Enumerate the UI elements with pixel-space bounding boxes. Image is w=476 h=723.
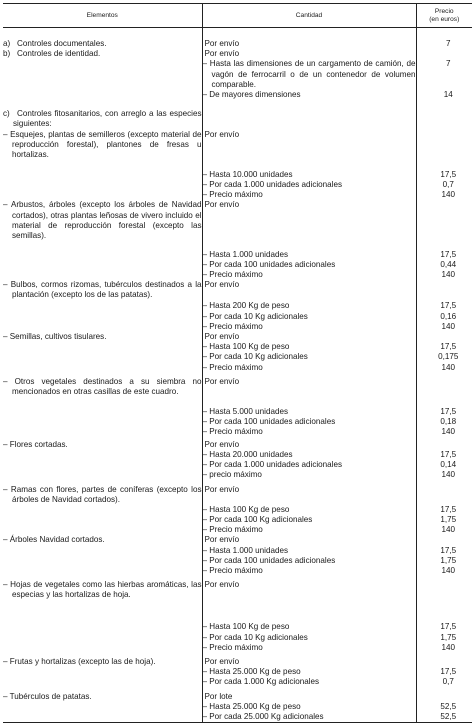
quantity-item: – Hasta 5.000 unidades: [202, 407, 289, 417]
dash-mark: –: [3, 691, 8, 701]
table-row-arboles-navidad: [3, 535, 472, 576]
dash-mark: –: [202, 701, 208, 711]
dash-mark: –: [202, 449, 208, 459]
element-text: – Esquejes, plantas de semilleros (excepto material de reproducción forestal), plantones de fresas u hortalizas.: [3, 129, 202, 160]
table-header-row: [3, 4, 472, 28]
dash-mark: –: [3, 656, 8, 666]
dash-mark: –: [202, 504, 208, 514]
price-value: 140: [441, 565, 455, 575]
price-value: 1,75: [440, 514, 457, 524]
quantity-unit: Por envío: [204, 39, 240, 48]
price-value: 7: [445, 59, 451, 69]
dash-mark: –: [3, 129, 8, 139]
price-value: 17,5: [440, 449, 457, 459]
price-value: 140: [441, 362, 455, 372]
dash-mark: –: [3, 376, 8, 386]
price-value: 140: [441, 321, 455, 331]
dash-mark: –: [202, 677, 208, 687]
quantity-item: – Por cada 100 Kg adicionales: [202, 514, 313, 524]
price-value: 52,5: [440, 711, 457, 721]
quantity-item: – Hasta 10.000 unidades: [202, 169, 293, 179]
quantity-item: – Por cada 1.000 unidades adicionales: [202, 460, 343, 470]
table-row-otros-vegetales: [3, 373, 472, 438]
price-value: 0,44: [440, 259, 457, 269]
dash-mark: –: [202, 460, 208, 470]
dash-mark: –: [202, 470, 208, 480]
price-value: 140: [441, 427, 455, 437]
dash-mark: –: [202, 301, 208, 311]
price-value: 17,5: [440, 667, 457, 677]
element-text: – Árboles Navidad cortados.: [3, 535, 105, 545]
element-text: – Ramas con flores, partes de coníferas (excepto los árboles de Navidad cortados).: [3, 484, 202, 504]
quantity-item: – Por cada 10 Kg adicionales: [202, 311, 308, 321]
price-value: 7: [445, 39, 451, 48]
element-text: – Frutas y hortalizas (excepto las de hoja).: [3, 656, 156, 666]
dash-mark: –: [202, 427, 208, 437]
dash-mark: –: [202, 417, 208, 427]
dash-mark: –: [202, 555, 208, 565]
dash-mark: –: [202, 525, 208, 535]
table-row-hojas-vegetales: [3, 576, 472, 653]
item-letter: b): [3, 49, 11, 59]
price-value: 17,5: [440, 545, 457, 555]
header-precio-line1: Precio: [434, 7, 454, 15]
header-precio: [416, 4, 472, 28]
element-text: – Tubérculos de patatas.: [3, 691, 92, 701]
quantity-item: – Precio máximo: [202, 270, 263, 280]
dash-mark: –: [202, 180, 208, 190]
element-text: – Hojas de vegetales como las hierbas aromáticas, las especias y las hortalizas de hoja.: [3, 580, 202, 600]
header-cantidad: Cantidad: [202, 4, 416, 28]
price-value: 0,16: [440, 311, 457, 321]
quantity-item: – Hasta las dimensiones de un cargamento de camión, de vagón de ferrocarril o de un contenedor de volumen comparable.: [202, 59, 416, 89]
dash-mark: –: [202, 545, 208, 555]
dash-mark: –: [3, 484, 8, 494]
dash-mark: –: [202, 514, 208, 524]
table-row-controles-fitosanitarios: [3, 100, 472, 129]
quantity-item: – Hasta 200 Kg de peso: [202, 301, 290, 311]
dash-mark: –: [202, 249, 208, 259]
element-text: – Arbustos, árboles (excepto los árboles de Navidad cortados), otras plantas leñosas de vivero incluido el material de reproducción forestal (excepto las semillas).: [3, 200, 202, 241]
table-row-esquejes: [3, 130, 472, 201]
price-value: 140: [441, 470, 455, 480]
quantity-item: – Hasta 100 Kg de peso: [202, 342, 290, 352]
dash-mark: –: [3, 439, 8, 449]
dash-mark: –: [202, 270, 208, 280]
quantity-item: – Hasta 1.000 unidades: [202, 249, 289, 259]
price-value: 0,14: [440, 460, 457, 470]
element-text: c) Controles fitosanitarios, con arreglo a las especies siguientes:: [3, 109, 202, 129]
element-text: b) Controles de identidad.: [3, 49, 101, 59]
dash-mark: –: [202, 632, 208, 642]
dash-mark: –: [202, 311, 208, 321]
price-value: 14: [443, 89, 453, 99]
header-elementos: Elementos: [3, 4, 202, 28]
quantity-unit: Por envío: [204, 439, 240, 449]
table-row-semillas: [3, 332, 472, 373]
dash-mark: –: [202, 321, 208, 331]
dash-mark: –: [3, 280, 8, 290]
quantity-item: – De mayores dimensiones: [202, 90, 301, 100]
price-value: 140: [441, 525, 455, 535]
quantity-unit: Por lote: [204, 691, 233, 701]
quantity-item: – Hasta 100 Kg de peso: [202, 504, 290, 514]
price-value: 140: [441, 190, 455, 200]
dash-mark: –: [202, 711, 208, 721]
quantity-item: – Precio máximo: [202, 642, 263, 652]
price-value: 17,5: [440, 301, 457, 311]
dash-mark: –: [3, 200, 8, 210]
price-value: 52,5: [440, 701, 457, 711]
table-row-arbustos: [3, 200, 472, 280]
element-text: – Flores cortadas.: [3, 439, 68, 449]
table-row-ramas-con-flores: [3, 481, 472, 536]
table-row-frutas-hortalizas: [3, 653, 472, 688]
quantity-item: – Por cada 25.000 Kg adicionales: [202, 711, 324, 721]
dash-mark: –: [202, 352, 208, 362]
element-text: – Otros vegetales destinados a su siembra no mencionados en otras casillas de este cuadro.: [3, 376, 202, 397]
quantity-item: – Por cada 1.000 unidades adicionales: [202, 180, 343, 190]
quantity-item: – Precio máximo: [202, 321, 263, 331]
quantity-item: – Por cada 10 Kg adicionales: [202, 352, 308, 362]
quantity-item: – Por cada 10 Kg adicionales: [202, 632, 308, 642]
quantity-item: – Por cada 1.000 Kg adicionales: [202, 677, 320, 687]
quantity-unit: Por envío: [204, 376, 240, 386]
quantity-unit: Por envío: [204, 280, 240, 290]
quantity-item: – Hasta 25.000 Kg de peso: [202, 667, 301, 677]
dash-mark: –: [202, 169, 208, 179]
quantity-unit: Por envío: [204, 535, 240, 545]
price-value: 17,5: [440, 622, 457, 632]
dash-mark: –: [202, 622, 208, 632]
price-value: 140: [441, 270, 455, 280]
dash-mark: –: [3, 535, 8, 545]
quantity-unit: Por envío: [204, 656, 240, 666]
quantity-item: – Hasta 100 Kg de peso: [202, 622, 290, 632]
quantity-unit: Por envío: [204, 484, 240, 494]
table-row-bulbos: [3, 280, 472, 332]
quantity-item: – Hasta 20.000 unidades: [202, 449, 293, 459]
dash-mark: –: [202, 667, 208, 677]
dash-mark: –: [202, 190, 208, 200]
header-precio-line2: (en euros): [429, 15, 460, 23]
element-text: a) Controles documentales.: [3, 39, 107, 48]
table-row-controles-identidad: [3, 49, 472, 100]
quantity-item: – Por cada 100 unidades adicionales: [202, 555, 336, 565]
dash-mark: –: [3, 332, 8, 342]
price-value: 1,75: [440, 555, 457, 565]
quantity-unit: Por envío: [204, 129, 240, 139]
quantity-item: – Precio máximo: [202, 362, 263, 372]
dash-mark: –: [202, 407, 208, 417]
item-letter: c): [3, 109, 10, 119]
quantity-unit: Por envío: [204, 49, 240, 59]
element-text: – Bulbos, cormos rizomas, tubérculos destinados a la plantación (excepto los de las patatas).: [3, 280, 202, 300]
quantity-item: – Hasta 1.000 unidades: [202, 545, 289, 555]
dash-mark: –: [202, 90, 208, 100]
quantity-item: – Por cada 100 unidades adicionales: [202, 417, 336, 427]
quantity-item: – precio máximo: [202, 470, 262, 480]
price-value: 17,5: [440, 504, 457, 514]
price-value: 140: [441, 642, 455, 652]
quantity-unit: Por envío: [204, 580, 240, 590]
quantity-item: – Precio máximo: [202, 525, 263, 535]
dash-mark: –: [3, 580, 8, 590]
dash-mark: –: [202, 565, 208, 575]
price-value: 17,5: [440, 249, 457, 259]
item-letter: a): [3, 39, 11, 48]
dash-mark: –: [202, 362, 208, 372]
price-value: 0,7: [442, 180, 454, 190]
price-value: 0,175: [438, 352, 459, 362]
price-value: 17,5: [440, 407, 457, 417]
price-value: 17,5: [440, 342, 457, 352]
price-value: 0,18: [440, 417, 457, 427]
price-value: 0,7: [442, 677, 454, 687]
dash-mark: –: [202, 642, 208, 652]
quantity-unit: Por envío: [204, 200, 240, 210]
element-text: – Semillas, cultivos tisulares.: [3, 332, 107, 342]
quantity-item: – Precio máximo: [202, 565, 263, 575]
table-row-flores-cortadas: [3, 438, 472, 481]
quantity-item: – Precio máximo: [202, 190, 263, 200]
dash-mark: –: [202, 259, 208, 269]
dash-mark: –: [202, 342, 208, 352]
price-value: 17,5: [440, 169, 457, 179]
quantity-item: – Precio máximo: [202, 427, 263, 437]
fees-table: [3, 3, 472, 723]
table-row-tuberculos-patatas: [3, 688, 472, 723]
price-value: 1,75: [440, 632, 457, 642]
quantity-item: – Por cada 100 unidades adicionales: [202, 259, 336, 269]
dash-mark: –: [202, 59, 208, 69]
quantity-unit: Por envío: [204, 332, 240, 342]
quantity-item: – Hasta 25.000 Kg de peso: [202, 701, 301, 711]
table-row-controles-documentales: [3, 28, 472, 50]
